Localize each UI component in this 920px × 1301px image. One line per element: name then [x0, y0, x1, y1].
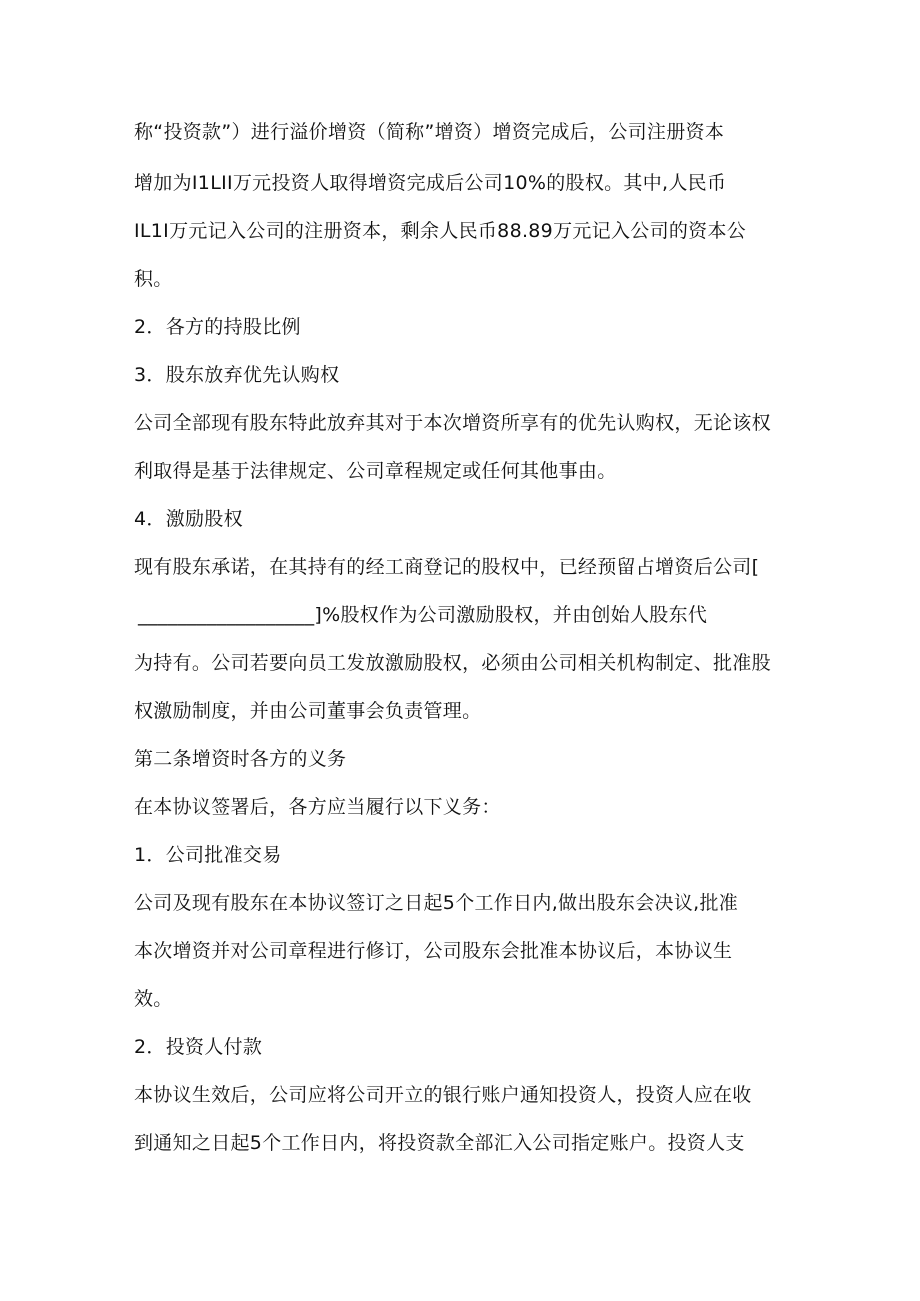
paragraph-line: 利取得是基于法律规定、公司章程规定或任何其他事由。 — [134, 460, 617, 482]
section-heading: 3．股东放弃优先认购权 — [134, 364, 340, 386]
paragraph-line: 在本协议签署后，各方应当履行以下义务： — [134, 796, 501, 818]
paragraph-line: 公司及现有股东在本协议签订之日起5个工作日内,做出股东会决议,批准 — [134, 892, 739, 914]
paragraph-line: 到通知之日起5个工作日内，将投资款全部汇入公司指定账户。投资人支 — [134, 1132, 745, 1154]
paragraph-line: 效。 — [134, 988, 173, 1010]
article-heading: 第二条增资时各方的义务 — [134, 748, 347, 770]
paragraph-line: 权激励制度，并由公司董事会负责管理。 — [134, 700, 482, 722]
section-heading: 2．投资人付款 — [134, 1036, 263, 1058]
paragraph-line: 本协议生效后，公司应将公司开立的银行账户通知投资人，投资人应在收 — [134, 1084, 752, 1106]
paragraph-line: 现有股东承诺，在其持有的经工商登记的股权中，已经预留占增资后公司[ — [134, 556, 760, 578]
section-heading: 4．激励股权 — [134, 508, 243, 530]
blank-fill-line: __________________]%股权作为公司激励股权，并由创始人股东代 — [138, 604, 708, 626]
paragraph-line: 积。 — [134, 268, 173, 290]
paragraph-line: 增加为I1LII万元投资人取得增资完成后公司10%的股权。其中,人民币 — [134, 172, 727, 194]
paragraph-line: 称“投资款”）进行溢价增资（简称”增资）增资完成后，公司注册资本 — [134, 121, 725, 143]
paragraph-line: IL1I万元记入公司的注册资本，剩余人民币88.89万元记入公司的资本公 — [134, 220, 747, 242]
paragraph-line: 本次增资并对公司章程进行修订，公司股东会批准本协议后，本协议生 — [134, 940, 733, 962]
paragraph-line: 为持有。公司若要向员工发放激励股权，必须由公司相关机构制定、批准股 — [134, 652, 771, 674]
section-heading: 2．各方的持股比例 — [134, 316, 301, 338]
paragraph-line: 公司全部现有股东特此放弃其对于本次增资所享有的优先认购权，无论该权 — [134, 412, 771, 434]
section-heading: 1．公司批准交易 — [134, 844, 282, 866]
